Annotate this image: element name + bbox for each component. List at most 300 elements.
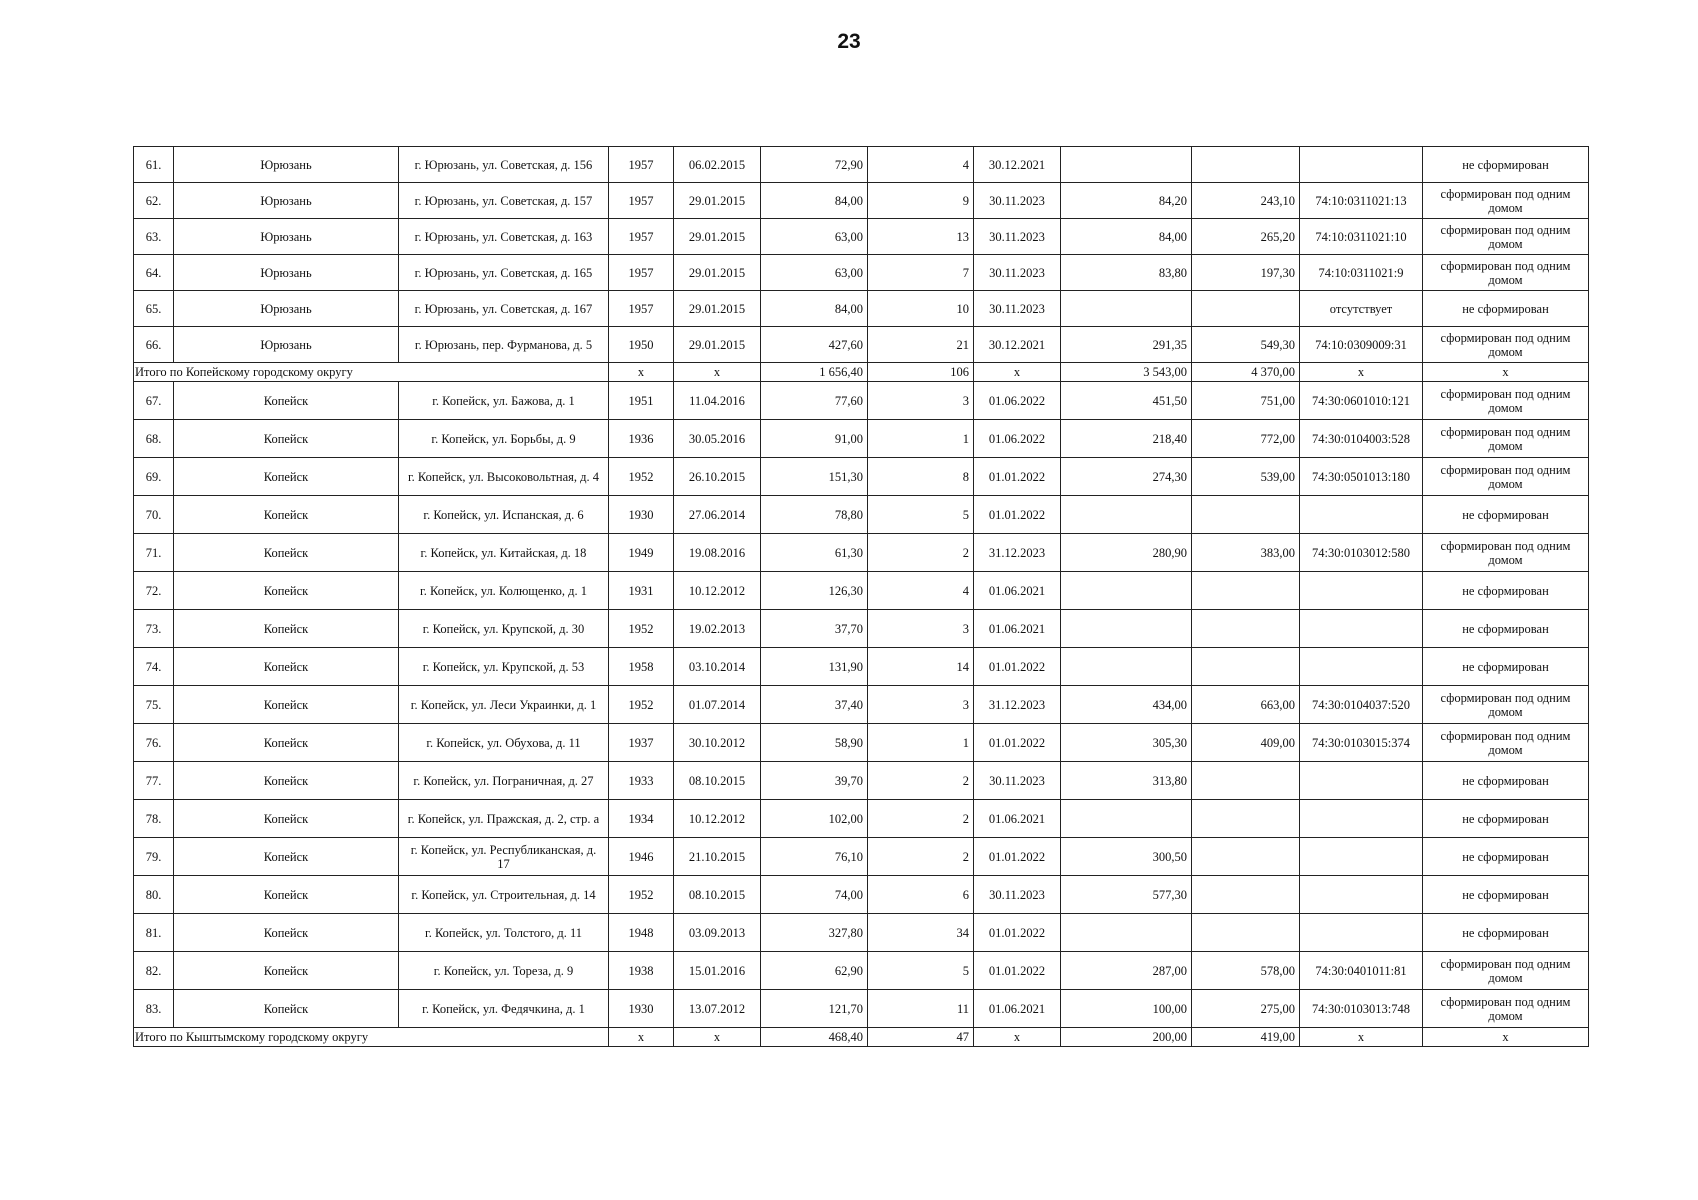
city-cell: Копейск (174, 800, 399, 838)
total-area: 1 656,40 (761, 363, 868, 382)
area3-cell: 409,00 (1192, 724, 1300, 762)
total-status: х (1423, 363, 1589, 382)
date-cell: 29.01.2015 (674, 291, 761, 327)
area3-cell: 243,10 (1192, 183, 1300, 219)
total-cadastral: х (1300, 1028, 1423, 1047)
date-cell: 10.12.2012 (674, 800, 761, 838)
area3-cell (1192, 762, 1300, 800)
year-cell: 1936 (609, 420, 674, 458)
cadastral-cell (1300, 838, 1423, 876)
deadline-cell: 01.01.2022 (974, 914, 1061, 952)
table-row (134, 990, 1589, 1028)
area-cell: 126,30 (761, 572, 868, 610)
area3-cell: 275,00 (1192, 990, 1300, 1028)
table-row (134, 382, 1589, 420)
date-cell: 30.10.2012 (674, 724, 761, 762)
date-cell: 08.10.2015 (674, 762, 761, 800)
date-cell: 30.05.2016 (674, 420, 761, 458)
table-row (134, 724, 1589, 762)
status-cell: не сформирован (1423, 572, 1589, 610)
address-cell: г. Копейск, ул. Тореза, д. 9 (399, 952, 609, 990)
row-number: 75. (134, 686, 174, 724)
cadastral-cell (1300, 572, 1423, 610)
deadline-cell: 01.01.2022 (974, 838, 1061, 876)
year-cell: 1930 (609, 990, 674, 1028)
cadastral-cell (1300, 147, 1423, 183)
total-deadline: х (974, 363, 1061, 382)
status-cell: сформирован под одним домом (1423, 458, 1589, 496)
cadastral-cell: 74:30:0601010:121 (1300, 382, 1423, 420)
city-cell: Копейск (174, 952, 399, 990)
status-cell: не сформирован (1423, 147, 1589, 183)
row-number: 62. (134, 183, 174, 219)
city-cell: Копейск (174, 686, 399, 724)
year-cell: 1931 (609, 572, 674, 610)
deadline-cell: 01.06.2021 (974, 610, 1061, 648)
date-cell: 11.04.2016 (674, 382, 761, 420)
residents-cell: 2 (868, 838, 974, 876)
total-area: 468,40 (761, 1028, 868, 1047)
city-cell: Копейск (174, 762, 399, 800)
date-cell: 13.07.2012 (674, 990, 761, 1028)
year-cell: 1957 (609, 291, 674, 327)
year-cell: 1952 (609, 610, 674, 648)
residents-cell: 10 (868, 291, 974, 327)
area-cell: 74,00 (761, 876, 868, 914)
area-cell: 78,80 (761, 496, 868, 534)
row-number: 83. (134, 990, 174, 1028)
deadline-cell: 30.11.2023 (974, 255, 1061, 291)
area-cell: 131,90 (761, 648, 868, 686)
row-number: 74. (134, 648, 174, 686)
status-cell: сформирован под одним домом (1423, 219, 1589, 255)
status-cell: сформирован под одним домом (1423, 724, 1589, 762)
date-cell: 29.01.2015 (674, 183, 761, 219)
row-number: 61. (134, 147, 174, 183)
residents-cell: 1 (868, 420, 974, 458)
cadastral-cell: 74:30:0103012:580 (1300, 534, 1423, 572)
table-row (134, 610, 1589, 648)
total-year: х (609, 1028, 674, 1047)
address-cell: г. Юрюзань, ул. Советская, д. 167 (399, 291, 609, 327)
deadline-cell: 30.12.2021 (974, 147, 1061, 183)
area-cell: 427,60 (761, 327, 868, 363)
city-cell: Юрюзань (174, 183, 399, 219)
date-cell: 29.01.2015 (674, 255, 761, 291)
area-cell: 62,90 (761, 952, 868, 990)
date-cell: 06.02.2015 (674, 147, 761, 183)
area2-cell: 291,35 (1061, 327, 1192, 363)
total-area2: 200,00 (1061, 1028, 1192, 1047)
total-deadline: х (974, 1028, 1061, 1047)
year-cell: 1957 (609, 147, 674, 183)
year-cell: 1948 (609, 914, 674, 952)
status-cell: сформирован под одним домом (1423, 990, 1589, 1028)
area2-cell: 218,40 (1061, 420, 1192, 458)
table-row (134, 420, 1589, 458)
table-row (134, 762, 1589, 800)
area2-cell: 313,80 (1061, 762, 1192, 800)
area3-cell: 663,00 (1192, 686, 1300, 724)
total-date: х (674, 1028, 761, 1047)
area2-cell (1061, 914, 1192, 952)
year-cell: 1952 (609, 458, 674, 496)
residents-cell: 2 (868, 534, 974, 572)
area3-cell (1192, 572, 1300, 610)
residents-cell: 21 (868, 327, 974, 363)
area3-cell (1192, 147, 1300, 183)
year-cell: 1938 (609, 952, 674, 990)
year-cell: 1951 (609, 382, 674, 420)
cadastral-cell (1300, 914, 1423, 952)
deadline-cell: 30.11.2023 (974, 291, 1061, 327)
cadastral-cell (1300, 762, 1423, 800)
area2-cell: 305,30 (1061, 724, 1192, 762)
area-cell: 37,70 (761, 610, 868, 648)
deadline-cell: 30.11.2023 (974, 219, 1061, 255)
year-cell: 1946 (609, 838, 674, 876)
cadastral-cell (1300, 800, 1423, 838)
area3-cell (1192, 496, 1300, 534)
area3-cell: 265,20 (1192, 219, 1300, 255)
area2-cell: 83,80 (1061, 255, 1192, 291)
table-section-kopeysk (134, 382, 1589, 1028)
total-area3: 4 370,00 (1192, 363, 1300, 382)
city-cell: Юрюзань (174, 291, 399, 327)
housing-registry-table (133, 146, 1589, 1047)
year-cell: 1937 (609, 724, 674, 762)
date-cell: 08.10.2015 (674, 876, 761, 914)
cadastral-cell (1300, 496, 1423, 534)
residents-cell: 1 (868, 724, 974, 762)
page-number: 23 (837, 30, 861, 53)
area2-cell: 300,50 (1061, 838, 1192, 876)
row-number: 73. (134, 610, 174, 648)
area3-cell: 197,30 (1192, 255, 1300, 291)
row-number: 64. (134, 255, 174, 291)
residents-cell: 11 (868, 990, 974, 1028)
cadastral-cell (1300, 648, 1423, 686)
status-cell: не сформирован (1423, 291, 1589, 327)
city-cell: Юрюзань (174, 327, 399, 363)
address-cell: г. Копейск, ул. Строительная, д. 14 (399, 876, 609, 914)
deadline-cell: 01.06.2022 (974, 382, 1061, 420)
total-label: Итого по Кыштымскому городскому округу (134, 1028, 609, 1047)
date-cell: 01.07.2014 (674, 686, 761, 724)
city-cell: Копейск (174, 990, 399, 1028)
address-cell: г. Копейск, ул. Китайская, д. 18 (399, 534, 609, 572)
status-cell: сформирован под одним домом (1423, 952, 1589, 990)
cadastral-cell: 74:10:0311021:10 (1300, 219, 1423, 255)
cadastral-cell: 74:10:0311021:13 (1300, 183, 1423, 219)
date-cell: 26.10.2015 (674, 458, 761, 496)
total-year: х (609, 363, 674, 382)
address-cell: г. Юрюзань, ул. Советская, д. 157 (399, 183, 609, 219)
year-cell: 1958 (609, 648, 674, 686)
residents-cell: 4 (868, 572, 974, 610)
residents-cell: 7 (868, 255, 974, 291)
city-cell: Копейск (174, 610, 399, 648)
residents-cell: 8 (868, 458, 974, 496)
status-cell: сформирован под одним домом (1423, 686, 1589, 724)
row-number: 67. (134, 382, 174, 420)
year-cell: 1950 (609, 327, 674, 363)
status-cell: не сформирован (1423, 800, 1589, 838)
status-cell: не сформирован (1423, 876, 1589, 914)
row-number: 81. (134, 914, 174, 952)
city-cell: Копейск (174, 876, 399, 914)
table-row (134, 183, 1589, 219)
table-row (134, 291, 1589, 327)
status-cell: не сформирован (1423, 838, 1589, 876)
area3-cell (1192, 800, 1300, 838)
residents-cell: 6 (868, 876, 974, 914)
year-cell: 1934 (609, 800, 674, 838)
area3-cell: 751,00 (1192, 382, 1300, 420)
area-cell: 121,70 (761, 990, 868, 1028)
address-cell: г. Юрюзань, ул. Советская, д. 165 (399, 255, 609, 291)
status-cell: не сформирован (1423, 610, 1589, 648)
total-row-kopeysk (134, 363, 1589, 382)
deadline-cell: 30.11.2023 (974, 876, 1061, 914)
address-cell: г. Копейск, ул. Бажова, д. 1 (399, 382, 609, 420)
area2-cell (1061, 291, 1192, 327)
area2-cell (1061, 610, 1192, 648)
status-cell: сформирован под одним домом (1423, 382, 1589, 420)
city-cell: Копейск (174, 534, 399, 572)
table-row (134, 876, 1589, 914)
total-residents: 47 (868, 1028, 974, 1047)
area3-cell (1192, 838, 1300, 876)
area-cell: 151,30 (761, 458, 868, 496)
address-cell: г. Копейск, ул. Толстого, д. 11 (399, 914, 609, 952)
date-cell: 29.01.2015 (674, 219, 761, 255)
deadline-cell: 01.06.2021 (974, 990, 1061, 1028)
residents-cell: 3 (868, 686, 974, 724)
date-cell: 03.10.2014 (674, 648, 761, 686)
row-number: 65. (134, 291, 174, 327)
residents-cell: 9 (868, 183, 974, 219)
deadline-cell: 31.12.2023 (974, 686, 1061, 724)
residents-cell: 13 (868, 219, 974, 255)
year-cell: 1957 (609, 255, 674, 291)
status-cell: не сформирован (1423, 762, 1589, 800)
address-cell: г. Копейск, ул. Федячкина, д. 1 (399, 990, 609, 1028)
cadastral-cell: 74:10:0309009:31 (1300, 327, 1423, 363)
address-cell: г. Юрюзань, ул. Советская, д. 163 (399, 219, 609, 255)
deadline-cell: 01.01.2022 (974, 952, 1061, 990)
table-row (134, 648, 1589, 686)
year-cell: 1957 (609, 219, 674, 255)
address-cell: г. Копейск, ул. Леси Украинки, д. 1 (399, 686, 609, 724)
row-number: 69. (134, 458, 174, 496)
row-number: 72. (134, 572, 174, 610)
table-row (134, 838, 1589, 876)
area-cell: 102,00 (761, 800, 868, 838)
area3-cell: 383,00 (1192, 534, 1300, 572)
area-cell: 63,00 (761, 255, 868, 291)
address-cell: г. Копейск, ул. Пограничная, д. 27 (399, 762, 609, 800)
year-cell: 1957 (609, 183, 674, 219)
total-area3: 419,00 (1192, 1028, 1300, 1047)
row-number: 77. (134, 762, 174, 800)
area2-cell (1061, 800, 1192, 838)
status-cell: не сформирован (1423, 496, 1589, 534)
total-area2: 3 543,00 (1061, 363, 1192, 382)
area-cell: 63,00 (761, 219, 868, 255)
table-section-yuryuzan (134, 147, 1589, 363)
table-row (134, 534, 1589, 572)
total-row-kyshtym (134, 1028, 1589, 1047)
address-cell: г. Копейск, ул. Испанская, д. 6 (399, 496, 609, 534)
status-cell: сформирован под одним домом (1423, 534, 1589, 572)
row-number: 63. (134, 219, 174, 255)
address-cell: г. Копейск, ул. Колющенко, д. 1 (399, 572, 609, 610)
row-number: 79. (134, 838, 174, 876)
area-cell: 327,80 (761, 914, 868, 952)
cadastral-cell: 74:30:0103015:374 (1300, 724, 1423, 762)
deadline-cell: 30.11.2023 (974, 183, 1061, 219)
table-row (134, 458, 1589, 496)
area-cell: 77,60 (761, 382, 868, 420)
cadastral-cell: 74:30:0104003:528 (1300, 420, 1423, 458)
date-cell: 03.09.2013 (674, 914, 761, 952)
total-label: Итого по Копейскому городскому округу (134, 363, 609, 382)
area3-cell (1192, 914, 1300, 952)
status-cell: сформирован под одним домом (1423, 327, 1589, 363)
cadastral-cell: 74:30:0103013:748 (1300, 990, 1423, 1028)
cadastral-cell (1300, 876, 1423, 914)
date-cell: 27.06.2014 (674, 496, 761, 534)
deadline-cell: 30.12.2021 (974, 327, 1061, 363)
deadline-cell: 01.06.2021 (974, 800, 1061, 838)
cadastral-cell: 74:30:0104037:520 (1300, 686, 1423, 724)
row-number: 70. (134, 496, 174, 534)
city-cell: Копейск (174, 838, 399, 876)
residents-cell: 2 (868, 762, 974, 800)
area2-cell: 100,00 (1061, 990, 1192, 1028)
area-cell: 72,90 (761, 147, 868, 183)
city-cell: Копейск (174, 420, 399, 458)
residents-cell: 14 (868, 648, 974, 686)
area-cell: 76,10 (761, 838, 868, 876)
area3-cell: 539,00 (1192, 458, 1300, 496)
table-row (134, 800, 1589, 838)
city-cell: Копейск (174, 648, 399, 686)
address-cell: г. Копейск, ул. Обухова, д. 11 (399, 724, 609, 762)
cadastral-cell (1300, 610, 1423, 648)
area3-cell (1192, 648, 1300, 686)
area3-cell (1192, 291, 1300, 327)
total-row (134, 1028, 1589, 1047)
area2-cell: 280,90 (1061, 534, 1192, 572)
residents-cell: 5 (868, 496, 974, 534)
year-cell: 1952 (609, 686, 674, 724)
deadline-cell: 01.01.2022 (974, 458, 1061, 496)
area2-cell: 274,30 (1061, 458, 1192, 496)
area3-cell: 578,00 (1192, 952, 1300, 990)
date-cell: 29.01.2015 (674, 327, 761, 363)
area3-cell (1192, 610, 1300, 648)
address-cell: г. Копейск, ул. Пражская, д. 2, стр. а (399, 800, 609, 838)
area3-cell: 549,30 (1192, 327, 1300, 363)
deadline-cell: 01.01.2022 (974, 496, 1061, 534)
residents-cell: 5 (868, 952, 974, 990)
table-row (134, 219, 1589, 255)
city-cell: Копейск (174, 496, 399, 534)
area-cell: 37,40 (761, 686, 868, 724)
status-cell: не сформирован (1423, 648, 1589, 686)
table-row (134, 496, 1589, 534)
area2-cell: 434,00 (1061, 686, 1192, 724)
area2-cell (1061, 648, 1192, 686)
city-cell: Копейск (174, 572, 399, 610)
row-number: 80. (134, 876, 174, 914)
cadastral-cell: отсутствует (1300, 291, 1423, 327)
deadline-cell: 31.12.2023 (974, 534, 1061, 572)
city-cell: Копейск (174, 914, 399, 952)
deadline-cell: 30.11.2023 (974, 762, 1061, 800)
area2-cell: 451,50 (1061, 382, 1192, 420)
residents-cell: 4 (868, 147, 974, 183)
area3-cell: 772,00 (1192, 420, 1300, 458)
row-number: 71. (134, 534, 174, 572)
address-cell: г. Копейск, ул. Крупской, д. 53 (399, 648, 609, 686)
area2-cell (1061, 496, 1192, 534)
status-cell: не сформирован (1423, 914, 1589, 952)
area-cell: 84,00 (761, 183, 868, 219)
city-cell: Юрюзань (174, 147, 399, 183)
area2-cell (1061, 572, 1192, 610)
address-cell: г. Копейск, ул. Борьбы, д. 9 (399, 420, 609, 458)
city-cell: Копейск (174, 724, 399, 762)
row-number: 82. (134, 952, 174, 990)
deadline-cell: 01.01.2022 (974, 724, 1061, 762)
deadline-cell: 01.01.2022 (974, 648, 1061, 686)
city-cell: Юрюзань (174, 255, 399, 291)
total-row (134, 363, 1589, 382)
status-cell: сформирован под одним домом (1423, 183, 1589, 219)
status-cell: сформирован под одним домом (1423, 420, 1589, 458)
deadline-cell: 01.06.2022 (974, 420, 1061, 458)
address-cell: г. Юрюзань, пер. Фурманова, д. 5 (399, 327, 609, 363)
date-cell: 10.12.2012 (674, 572, 761, 610)
table-row (134, 572, 1589, 610)
area2-cell: 577,30 (1061, 876, 1192, 914)
residents-cell: 3 (868, 382, 974, 420)
area-cell: 91,00 (761, 420, 868, 458)
city-cell: Юрюзань (174, 219, 399, 255)
row-number: 76. (134, 724, 174, 762)
total-status: х (1423, 1028, 1589, 1047)
table-row (134, 686, 1589, 724)
residents-cell: 2 (868, 800, 974, 838)
total-cadastral: х (1300, 363, 1423, 382)
row-number: 68. (134, 420, 174, 458)
table-row (134, 327, 1589, 363)
area2-cell (1061, 147, 1192, 183)
date-cell: 15.01.2016 (674, 952, 761, 990)
total-date: х (674, 363, 761, 382)
cadastral-cell: 74:30:0401011:81 (1300, 952, 1423, 990)
table-row (134, 147, 1589, 183)
year-cell: 1952 (609, 876, 674, 914)
residents-cell: 3 (868, 610, 974, 648)
row-number: 66. (134, 327, 174, 363)
address-cell: г. Юрюзань, ул. Советская, д. 156 (399, 147, 609, 183)
city-cell: Копейск (174, 382, 399, 420)
area2-cell: 84,20 (1061, 183, 1192, 219)
